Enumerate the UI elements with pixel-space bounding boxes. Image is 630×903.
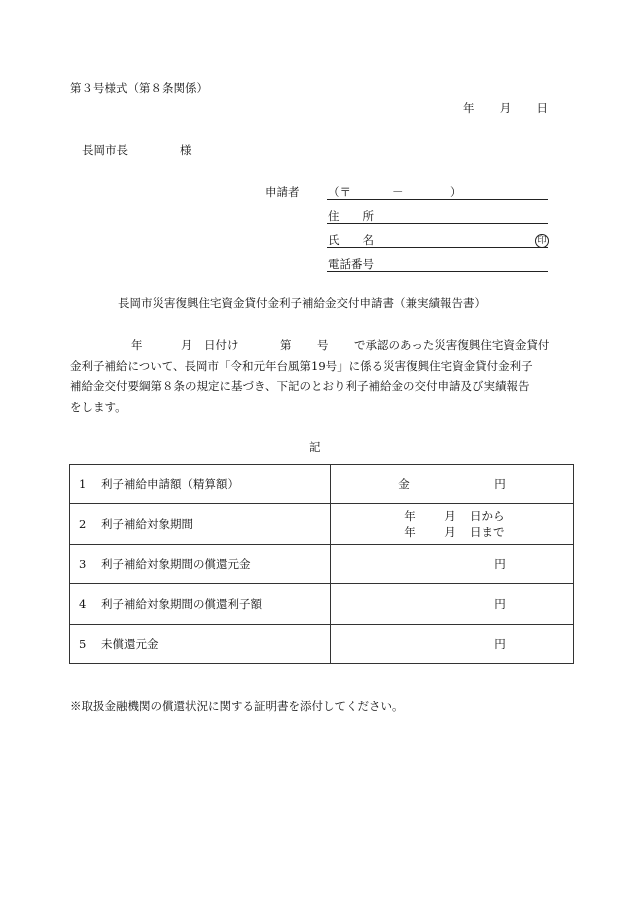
unit-yen: 円: [494, 557, 506, 571]
row-number: 1: [79, 477, 87, 491]
from-year: 年: [404, 509, 416, 523]
postal-underline: [327, 199, 548, 200]
postal-dash: －: [392, 185, 404, 199]
date-line: [463, 103, 548, 115]
row-label-cell: [70, 504, 331, 545]
row-label: 利子補給対象期間の償還元金: [101, 557, 251, 571]
table-row: [70, 504, 574, 545]
application-table: [69, 464, 574, 664]
row-value-cell[interactable]: [331, 625, 574, 664]
to-month: 月: [444, 525, 456, 539]
row-value-cell[interactable]: [331, 545, 574, 584]
row-label-cell: [70, 545, 331, 584]
unit-yen: 円: [494, 637, 506, 651]
table-row: [70, 625, 574, 664]
body-lead-rest: で承認のあった災害復興住宅資金貸付: [354, 338, 550, 352]
date-year: 年: [463, 101, 475, 115]
row-number: 5: [79, 637, 87, 651]
from-month: 月: [444, 509, 456, 523]
row-value-cell[interactable]: [331, 465, 574, 504]
body-lead-date: 日付け: [204, 338, 239, 352]
row-number: 3: [79, 557, 87, 571]
name-label: 氏 名: [328, 233, 374, 247]
unit-yen: 円: [494, 477, 506, 491]
amount-prefix: 金: [398, 477, 410, 491]
ki-heading: 記: [309, 440, 321, 454]
addressee-honorific: 様: [180, 143, 192, 157]
unit-yen: 円: [494, 597, 506, 611]
seal-mark: 印: [535, 234, 549, 248]
row-label: 利子補給対象期間: [101, 517, 193, 531]
body-line-3: 補給金交付要綱第８条の規定に基づき、下記のとおり利子補給金の交付申請及び実績報告: [70, 379, 530, 393]
row-label: 利子補給申請額（精算額）: [101, 477, 239, 491]
form-number: 第３号様式（第８条関係）: [70, 81, 208, 95]
row-label-cell: [70, 625, 331, 664]
to-day: 日まで: [470, 525, 505, 539]
document-title: 長岡市災害復興住宅資金貸付金利子補給金交付申請書（兼実績報告書）: [118, 296, 486, 310]
row-label-cell: [70, 465, 331, 504]
address-label: 住 所: [328, 209, 374, 223]
phone-underline: [327, 271, 548, 272]
row-label: 未償還元金: [101, 637, 159, 651]
row-number: 2: [79, 517, 87, 531]
row-value-cell[interactable]: [331, 504, 574, 545]
postal-open: （〒: [328, 185, 351, 199]
body-lead-no: 第: [280, 338, 292, 352]
body-line-4: をします。: [70, 400, 127, 414]
table-row: [70, 545, 574, 584]
row-label-cell: [70, 584, 331, 625]
body-lead-month: 月: [181, 338, 193, 352]
date-day: 日: [536, 101, 548, 115]
table-row: [70, 465, 574, 504]
addressee-mayor: 長岡市長: [82, 143, 128, 157]
applicant-label: 申請者: [265, 185, 300, 199]
to-year: 年: [404, 525, 416, 539]
address-underline: [327, 223, 548, 224]
row-value-cell[interactable]: [331, 584, 574, 625]
phone-label: 電話番号: [328, 257, 374, 271]
table-row: [70, 584, 574, 625]
period-to: [331, 524, 573, 540]
name-underline: [327, 247, 548, 248]
body-lead-year: 年: [131, 338, 143, 352]
period-from: [331, 508, 573, 524]
postal-close: ）: [450, 185, 462, 199]
attachment-note: ※取扱金融機関の償還状況に関する証明書を添付してください。: [70, 699, 404, 713]
body-line-2: 金利子補給について、長岡市「令和元年台風第19号」に係る災害復興住宅資金貸付金利子: [70, 359, 533, 373]
row-number: 4: [79, 597, 87, 611]
row-label: 利子補給対象期間の償還利子額: [101, 597, 262, 611]
from-day: 日から: [470, 509, 505, 523]
body-lead-go: 号: [317, 338, 329, 352]
date-month: 月: [499, 101, 512, 115]
